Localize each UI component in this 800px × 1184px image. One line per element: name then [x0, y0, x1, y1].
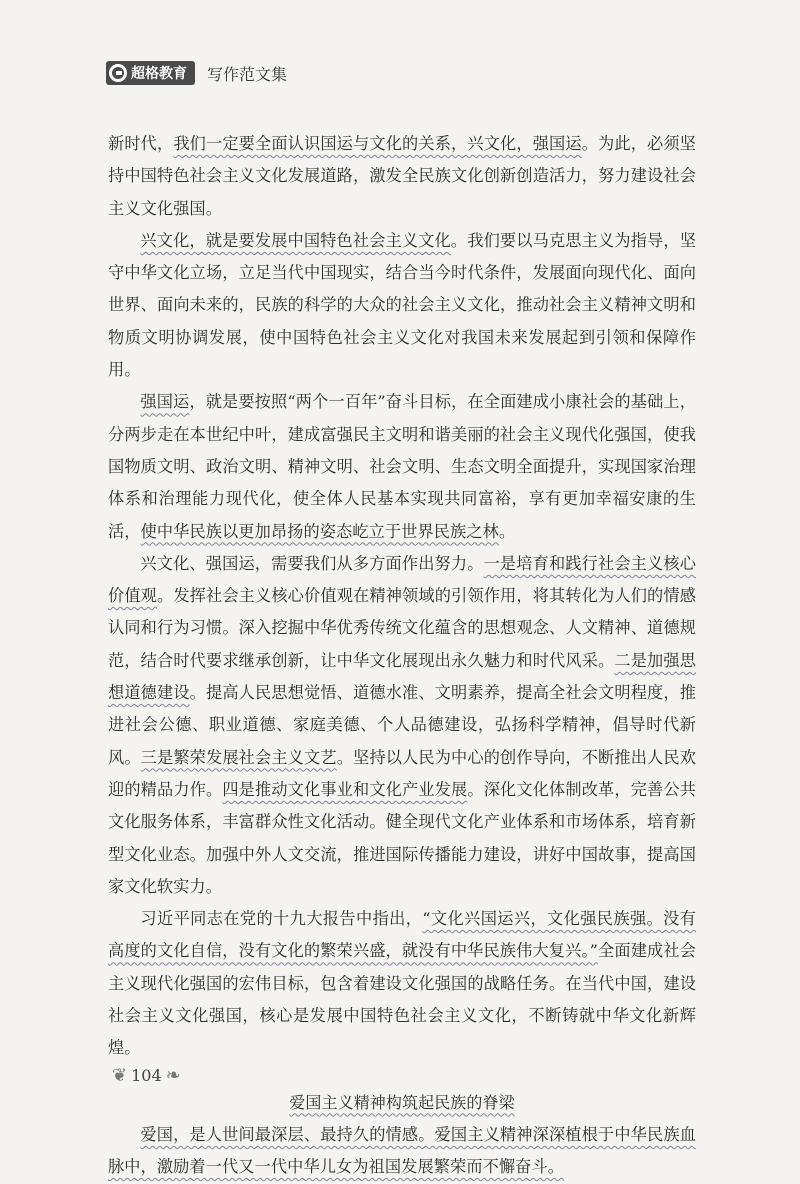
section-title-text: 爱国主义精神构筑起民族的脊梁: [289, 1092, 515, 1112]
underlined-run: 兴文化，就是要发展中国特色社会主义文化: [140, 230, 451, 250]
page-number-footer: [108, 1065, 185, 1086]
text-run: 新时代，: [108, 134, 174, 153]
underlined-run: 使中华民族以更加昂扬的姿态屹立于世界民族之林: [140, 521, 499, 541]
underlined-run: 三是繁荣发展社会主义文艺: [140, 747, 337, 767]
paragraph-2: [108, 225, 696, 386]
text-run: 全面建成社会主义现代化强国的宏伟目标，包含着建设文化强国的战略任务。在当代中国，建设社会主义文化强国，核心是发展中国特色社会主义文化，不断铸就中华文化新辉煌。: [108, 941, 696, 1058]
paragraph-3: [108, 386, 696, 547]
paragraph-4: [108, 548, 696, 903]
ornament-right-icon: ❧: [165, 1065, 181, 1086]
logo-text: 超格教育: [131, 66, 187, 82]
publisher-logo: [106, 61, 195, 85]
ornament-left-icon: ❦: [112, 1065, 128, 1086]
underlined-run: 二是加强思想道德建设: [108, 650, 696, 703]
article-body: [108, 128, 696, 1184]
text-run: 。深化文化体制改革，完善公共文化服务体系，丰富群众性文化活动。健全现代文化产业体系和市场体系，培育新型文化业态。加强中外人文交流，推进国际传播能力建设，讲好中国故事，提高国家文化软实力。: [108, 779, 696, 896]
text-run: 。提高人民思想觉悟、道德水准、文明素养，提高全社会文明程度，推进社会公德、职业道德、家庭美德、个人品德建设，弘扬科学精神，倡导时代新风。: [108, 683, 696, 767]
paragraph-5: [108, 903, 696, 1064]
text-run: 。为此，必须坚持中国特色社会主义文化发展道路，激发全民族文化创新创造活力，努力建设社会主义文化强国。: [108, 134, 696, 218]
text-run: 习近平同志在党的十九大报告中指出，: [140, 909, 423, 929]
text-run: 兴文化、强国运，需要我们从多方面作出努力。: [140, 553, 484, 573]
text-run: 。坚持以人民为中心的创作导向，不断推出人民欢迎的精品力作。: [108, 747, 696, 799]
text-run: 。: [498, 521, 516, 541]
section-paragraph: [108, 1119, 696, 1184]
underlined-run: 爱国，是人世间最深层、最持久的情感。爱国主义精神深深植根于中华民族血脉中，激励着一代又一代中华儿女为祖国发展繁荣而不懈奋斗。: [108, 1124, 696, 1177]
underlined-run: 我们一定要全面认识国运与文化的关系，兴文化，强国运: [173, 134, 582, 153]
underlined-run: 四是推动文化事业和文化产业发展: [222, 779, 468, 799]
underlined-run: 一是培育和践行社会主义核心价值观: [108, 553, 696, 606]
page-number: 104: [131, 1066, 162, 1085]
section-title: [108, 1087, 696, 1119]
underlined-run: “文化兴国运兴，文化强民族强。没有高度的文化自信，没有文化的繁荣兴盛，就没有中华民族伟大复兴。”: [108, 909, 696, 961]
logo-g-icon: [109, 64, 127, 82]
text-run: ，就是要按照“两个一百年”奋斗目标，在全面建成小康社会的基础上，分两步走在本世纪中叶，建成富强民主文明和谐美丽的社会主义现代化强国，使我国物质文明、政治文明、精神文明、社会文明、生态文明全面提升，实现国家治理体系和治理能力现代化，使全体人民基本实现共同富裕，享有更加幸福安康的生活，: [108, 392, 696, 541]
underlined-run: 强国运: [140, 392, 190, 412]
series-title: 写作范文集: [207, 64, 288, 84]
text-run: 。发挥社会主义核心价值观在精神领域的引领作用，将其转化为人们的情感认同和行为习惯。深入挖掘中华优秀传统文化蕴含的思想观念、人文精神、道德规范，结合时代要求继承创新，让中华文化展现出永久魅力和时代风采。: [108, 586, 696, 670]
paragraph-1: [108, 128, 696, 225]
text-run: 。我们要以马克思主义为指导，坚守中华文化立场，立足当代中国现实，结合当今时代条件，发展面向现代化、面向世界、面向未来的，民族的科学的大众的社会主义文化，推动社会主义精神文明和物质文明协调发展，使中国特色社会主义文化对我国未来发展起到引领和保障作用。: [108, 230, 696, 380]
page-header: [106, 60, 287, 86]
